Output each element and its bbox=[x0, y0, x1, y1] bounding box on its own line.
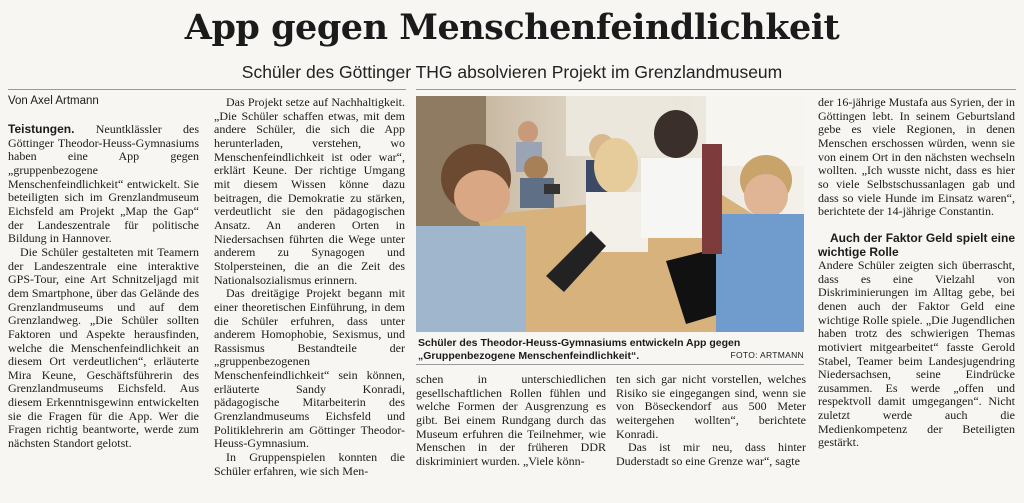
top-rule-left bbox=[8, 89, 406, 90]
paragraph: Andere Schüler zeigten sich überrascht, dass es eine Vielzahl von Diskriminierungen im Alltag gebe, bei denen auch der Faktor Geld eine wichtige Rolle spiele. „Die Jugendlichen haben trotz des schwierigen Themas motiviert mitgearbeitet“ fasste Gerold Stabel, Teamer beim Landesjugendring Niedersachsen, seine Eindrücke zusammen. Es werde „offen und respektvoll damit umgegangen“. Nicht zuletzt werde auch die Medienkompetenz der Beteiligten gestärkt. bbox=[818, 257, 1015, 450]
subheadline: Schüler des Göttinger THG absolvieren Projekt im Grenzlandmuseum bbox=[241, 62, 783, 82]
article-column-1 bbox=[8, 123, 199, 451]
author-byline: Von Axel Artmann bbox=[8, 95, 99, 107]
article-column-2 bbox=[214, 96, 405, 478]
photo-caption: Schüler des Theodor-Heuss-Gymnasiums entwickeln App gegen „Gruppenbezogene Menschenfeindlichkeit“. bbox=[418, 337, 741, 362]
top-rule-right bbox=[416, 89, 1016, 90]
paragraph bbox=[8, 123, 199, 246]
article-column-3 bbox=[416, 373, 606, 469]
paragraph: Das Projekt setze auf Nachhaltigkeit. „Die Schüler schaffen etwas, mit dem andere Schüler, die sich die App herunterladen, verstehen, wo Menschenfeindlichkeit ist oder war“, erklärt Keune. Der richtige Umgang mit diesem Wissen könne dazu beitragen, die Demokratie zu stärken, verdeutlicht sie den pädagogischen Ansatz. An anderen Orten in Niedersachsen führten die Wege unter anderem zu Synagogen und Stolpersteinen, die an die Zeit des Nationalsozialismus erinnern. bbox=[214, 95, 405, 287]
paragraph: In Gruppenspielen konnten die Schüler erfahren, wie sich Men- bbox=[214, 450, 405, 478]
section-subtitle: Auch der Faktor Geld spielt eine wichtige Rolle bbox=[818, 230, 1015, 259]
paragraph-text: Neuntklässler des Göttinger Theodor-Heuss-Gymnasiums haben eine App gegen „gruppenbezogene Menschenfeindlichkeit“ entwickelt. Sie beteiligten sich im Grenzlandmuseum Eichsfeld am Projekt „Map the Gap“ der Landeszentrale für politische Bildung in Hannover. bbox=[8, 122, 199, 246]
paragraph: schen in unterschiedlichen gesellschaftlichen Rollen fühlen und welche Formen der Ausgrenzung es gibt. Bei einem Rundgang durch das Museum erfuhren die Teilnehmer, wie Menschen in der früheren DDR diskriminiert wurden. „Viele könn- bbox=[416, 372, 606, 468]
caption-rule bbox=[416, 364, 804, 365]
headline: App gegen Menschenfeindlichkeit bbox=[184, 7, 840, 48]
paragraph: Das dreitägige Projekt begann mit einer theoretischen Einführung, in dem die Schüler erfuhren, dass unter anderem Homophobie, Sexismus, und Rassismus Bestandteile der „gruppenbezogenen Menschenfeindlichkeit“ sein können, erläuterte Sandy Konradi, pädagogische Mitarbeiterin des Grenzlandmuseums Eichsfeld und Politiklehrerin am Göttinger Theodor-Heuss-Gymnasium. bbox=[214, 286, 405, 451]
paragraph: der 16-jährige Mustafa aus Syrien, der in Göttingen lebt. In seinem Geburtsland gebe es viele Regionen, in denen Menschen erschossen würden, wenn sie von einem Ort in den nächsten wechseln wollten. „Ich wusste nicht, dass es hier so viele Selbstschussanlagen gab und dass so viele Hunde im Einsatz waren“, berichtete der 14-jährige Constantin. bbox=[818, 95, 1015, 219]
paragraph: ten sich gar nicht vorstellen, welches Risiko sie eingegangen sind, wenn sie von Böseckendorf aus 500 Meter weitergehen wollten“, berichtete Konradi. bbox=[616, 372, 806, 441]
article-photo bbox=[416, 96, 804, 332]
paragraph: Die Schüler gestalteten mit Teamern der Landeszentrale eine interaktive GPS-Tour, eine Art Schnitzeljagd mit dem Smartphone, über das Gelände des Grenzlandmuseums und auf dem Grenzlandweg. „Die Schüler sollten Faktoren und Aspekte herausfinden, welche die Menschenfeindlichkeit an diesem Ort verdeutlichen“, erläuterte Mira Keune, Geschäftsführerin des Grenzlandmuseums Eichsfeld. Aus diesem Erkenntnisgewinn entwickelten sie die Fragen für die App. Wer die Fragen richtig beantworte, werde zum nächsten Standort gelotst. bbox=[8, 244, 199, 451]
classroom-photo-illustration bbox=[416, 96, 804, 332]
article-column-4 bbox=[616, 373, 806, 469]
photo-credit: FOTO: ARTMANN bbox=[730, 350, 804, 360]
paragraph: Das ist mir neu, dass hinter Duderstadt so eine Grenze war“, sagte bbox=[616, 440, 806, 468]
dateline: Teistungen. bbox=[8, 122, 75, 136]
article-column-5 bbox=[818, 96, 1015, 450]
